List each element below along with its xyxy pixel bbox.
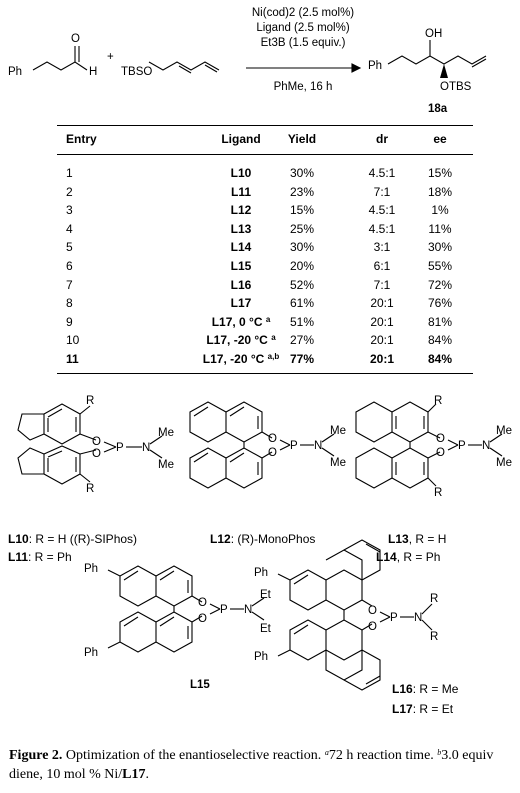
l13-label: L13 (388, 532, 409, 546)
l13-me1: Me (496, 425, 512, 437)
cell-yield: 52% (289, 277, 315, 292)
l11-caption (8, 550, 72, 564)
l12-label: L12 (210, 532, 231, 546)
l15-et2: Et (260, 623, 271, 635)
diene-tbso: TBSO (121, 66, 153, 78)
wedge-bond (440, 64, 448, 78)
cell-dr: 6:1 (373, 259, 391, 273)
table-row (57, 259, 473, 277)
caption-l17: L17 (122, 767, 146, 782)
table-row (57, 352, 473, 370)
l16-o1: O (368, 605, 377, 617)
l13-r-bottom: R (434, 487, 443, 499)
l13-o2: O (436, 447, 445, 459)
l12-p: P (290, 440, 298, 452)
l13-desc: , R = H (408, 532, 447, 546)
l16-r1: R (430, 593, 439, 605)
ligand-id: L10 (230, 166, 252, 180)
header-yield: Yield (287, 132, 317, 146)
l15-et1: Et (260, 589, 271, 601)
caption-text-1: Optimization of the enantioselective reaction. (62, 748, 325, 763)
ligand-id: L16 (230, 277, 252, 292)
cell-entry: 4 (66, 221, 73, 236)
condition-solvent-time: PhMe, 16 h (273, 81, 333, 93)
l15-o2: O (198, 613, 207, 625)
l16-n: N (414, 612, 423, 624)
product-label: 18a (428, 103, 448, 115)
ligand-id: L15 (230, 259, 252, 273)
aldehyde-h: H (89, 66, 98, 78)
l13-n: N (482, 440, 491, 452)
table-row (57, 185, 473, 203)
l13-me2: Me (496, 457, 512, 469)
condition-catalyst: Ni(cod)2 (2.5 mol%) (251, 7, 355, 19)
cell-entry: 6 (66, 259, 73, 273)
l16-o2: O (368, 621, 377, 633)
cell-ee: 15% (427, 166, 453, 180)
cell-ee: 84% (427, 333, 453, 348)
condition-reductant: Et3B (1.5 equiv.) (260, 37, 346, 49)
cell-entry: 1 (66, 166, 73, 180)
l15-ph1: Ph (84, 563, 99, 575)
ligand-id: L17 (206, 333, 228, 348)
l12-o2: O (268, 447, 277, 459)
l16-label: L16 (392, 682, 413, 696)
product-ph: Ph (368, 60, 383, 72)
ligand-id: L12 (230, 203, 252, 218)
l15-p: P (220, 604, 228, 616)
l13-p: P (458, 440, 466, 452)
cell-ee: 81% (427, 314, 453, 329)
l10-me1: Me (158, 427, 174, 439)
cell-entry: 11 (66, 352, 79, 366)
l12-n: N (314, 440, 323, 452)
header-ligand: Ligand (221, 132, 261, 146)
cell-yield: 77% (289, 352, 315, 366)
l11-desc: : R = Ph (28, 550, 72, 564)
l12-me1: Me (330, 425, 346, 437)
cell-entry: 5 (66, 240, 73, 255)
table-row (57, 203, 473, 221)
cell-yield: 15% (289, 203, 315, 218)
l16-p: P (390, 612, 398, 624)
cell-ee: 18% (427, 184, 453, 199)
reaction-scheme (0, 0, 520, 125)
table-bottom-rule (57, 373, 473, 374)
cell-yield: 30% (289, 240, 315, 255)
l17-desc: : R = Et (412, 702, 454, 716)
l13-o1: O (436, 433, 445, 445)
ligand-id: L11 (230, 184, 251, 199)
l17-label: L17 (392, 702, 413, 716)
l14-label: L14 (376, 550, 397, 564)
cell-yield: 30% (289, 166, 315, 180)
l10-o1: O (92, 436, 101, 448)
caption-text-2: 72 h reaction time. (328, 748, 438, 763)
l16-ph1: Ph (254, 567, 269, 579)
l10-desc: : R = H ((R)-SIPhos) (28, 532, 138, 546)
table-row (57, 296, 473, 314)
cell-ee: 55% (427, 259, 453, 273)
l16-caption (392, 682, 458, 696)
header-dr: dr (376, 132, 388, 146)
l10-r-top: R (86, 395, 95, 407)
cell-entry: 2 (66, 184, 73, 199)
ligand-id: L14 (230, 240, 252, 255)
caption-sup-b: b (437, 748, 442, 757)
cell-ee: 30% (427, 240, 453, 255)
cell-entry: 9 (66, 314, 73, 329)
table-header-rule (57, 154, 473, 155)
ligand-footnote: a (271, 333, 276, 343)
l10-me2: Me (158, 459, 174, 471)
l16-ph2: Ph (254, 651, 269, 663)
l15-label: L15 (190, 679, 210, 691)
l11-label: L11 (8, 550, 29, 564)
l12-o1: O (268, 433, 277, 445)
cell-dr: 20:1 (369, 352, 395, 366)
l10-o2: O (92, 448, 101, 460)
cell-ee: 1% (431, 203, 449, 218)
cell-dr: 4.5:1 (368, 203, 396, 218)
l12-caption (210, 532, 315, 546)
product-otbs: OTBS (440, 81, 472, 93)
cell-entry: 7 (66, 277, 73, 292)
l16-r2: R (430, 631, 439, 643)
cell-yield: 51% (289, 314, 315, 329)
l10-label: L10 (8, 532, 29, 546)
cell-dr: 7:1 (373, 184, 391, 199)
cell-dr: 7:1 (373, 277, 391, 292)
ligand-footnote: a,b (267, 352, 280, 361)
cell-ee: 72% (427, 277, 453, 292)
l14-caption (376, 550, 440, 564)
cell-yield: 23% (289, 184, 315, 199)
cell-yield: 20% (289, 259, 315, 273)
l10-r-bottom: R (86, 483, 95, 495)
l15-o1: O (198, 597, 207, 609)
l12-me2: Me (330, 457, 346, 469)
cell-dr: 20:1 (370, 333, 394, 348)
ligand-id: L17 (202, 352, 224, 366)
cell-yield: 27% (289, 333, 315, 348)
condition-ligand: Ligand (2.5 mol%) (256, 22, 350, 34)
cell-ee: 11% (428, 221, 452, 236)
cell-yield: 25% (289, 221, 315, 236)
cell-dr: 20:1 (370, 314, 394, 329)
plus-sign: + (107, 51, 114, 63)
aldehyde-o: O (71, 33, 80, 45)
table-header-row (57, 132, 473, 150)
cell-ee: 76% (427, 296, 453, 311)
cell-dr: 20:1 (370, 296, 394, 311)
figure-caption (9, 743, 514, 784)
cell-entry: 8 (66, 296, 73, 311)
l14-desc: , R = Ph (396, 550, 441, 564)
cell-entry: 3 (66, 203, 73, 218)
cell-yield: 61% (289, 296, 315, 311)
cell-dr: 4.5:1 (368, 221, 396, 236)
table-row (57, 166, 473, 184)
ligand-conditions: , -20 °C (223, 352, 265, 366)
table-top-rule (57, 125, 473, 126)
l12-desc: : (R)-MonoPhos (230, 532, 316, 546)
l10-n: N (142, 442, 151, 454)
caption-text-3: 3.0 equiv diene, 10 mol % Ni/ (9, 748, 494, 782)
aldehyde-ph: Ph (8, 66, 23, 78)
l15-n: N (244, 604, 253, 616)
table-row (57, 333, 473, 351)
figure-number: Figure 2. (9, 748, 63, 763)
table-row (57, 222, 473, 240)
table-row (57, 240, 473, 258)
cell-entry: 10 (66, 333, 80, 348)
ligand-structures (0, 392, 520, 742)
header-ee: ee (433, 132, 447, 146)
caption-sup-a: a (324, 748, 329, 757)
cell-ee: 84% (427, 352, 453, 366)
ligand-conditions: , -20 °C (227, 333, 268, 348)
ligand-id: L17 (230, 296, 252, 311)
l10-p: P (116, 442, 124, 454)
ligand-footnote: a (265, 314, 271, 324)
conditions-above (247, 6, 359, 51)
table-row (57, 315, 473, 333)
cell-dr: 4.5:1 (368, 166, 396, 180)
ligand-conditions: , 0 °C (232, 314, 263, 329)
caption-text-4: . (145, 767, 149, 782)
l13-r-top: R (434, 395, 443, 407)
table-row (57, 278, 473, 296)
product-oh: OH (425, 28, 443, 40)
ligand-id: L17 (211, 314, 233, 329)
l15-ph2: Ph (84, 647, 99, 659)
l13-caption (388, 532, 446, 546)
ligand-id: L13 (230, 221, 252, 236)
l17-caption (392, 702, 453, 716)
l16-desc: : R = Me (412, 682, 459, 696)
cell-dr: 3:1 (373, 240, 391, 255)
l10-caption (8, 532, 137, 546)
header-entry: Entry (66, 132, 97, 146)
